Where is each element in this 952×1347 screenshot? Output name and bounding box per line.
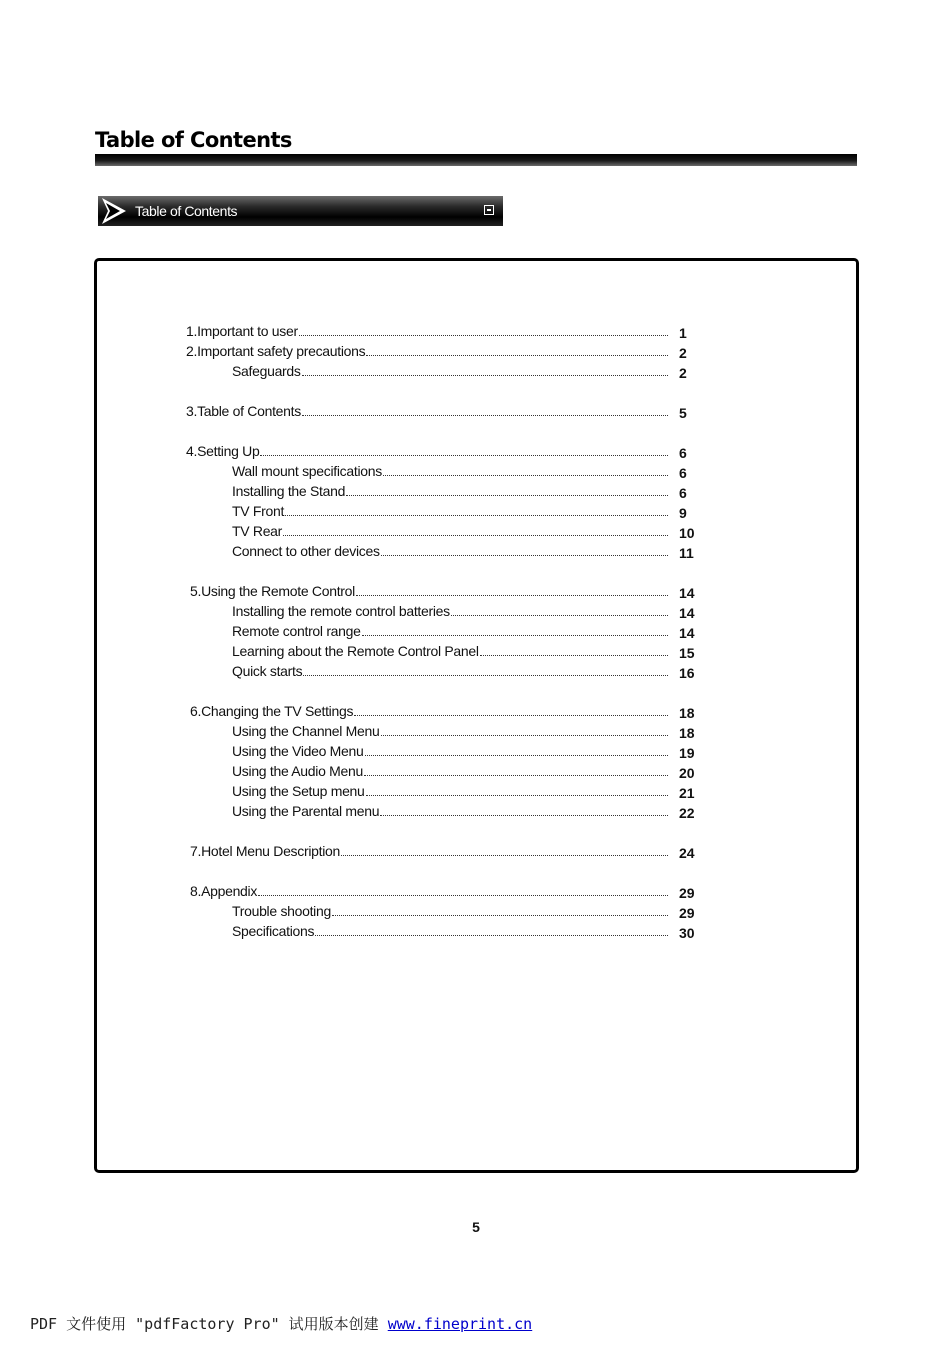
footer-text: PDF 文件使用 "pdfFactory Pro" 试用版本创建 xyxy=(30,1315,388,1333)
toc-page: 19 xyxy=(679,745,695,761)
toc-page: 10 xyxy=(679,525,695,541)
toc-label: 3.Table of Contents xyxy=(186,403,301,419)
toc-label: Wall mount specifications xyxy=(232,463,382,479)
toc-label: Safeguards xyxy=(232,363,301,379)
toc-entry[interactable] xyxy=(232,719,670,739)
toc-page: 2 xyxy=(679,345,687,361)
page-title: Table of Contents xyxy=(95,128,292,152)
toc-entry[interactable] xyxy=(232,659,670,679)
toc-leader xyxy=(341,854,668,856)
toc-page: 14 xyxy=(679,605,695,621)
toc-label: Using the Parental menu xyxy=(232,803,380,819)
toc-leader xyxy=(380,814,668,816)
footer xyxy=(30,1313,532,1334)
toc-entry[interactable] xyxy=(232,519,670,539)
toc-page: 5 xyxy=(679,405,687,421)
toc-leader xyxy=(302,414,668,416)
toc-page: 18 xyxy=(679,705,695,721)
toc-label: Using the Video Menu xyxy=(232,743,364,759)
toc-page: 15 xyxy=(679,645,695,661)
toc-entry[interactable] xyxy=(232,619,670,639)
toc-entry[interactable] xyxy=(232,639,670,659)
toc-page: 22 xyxy=(679,805,695,821)
toc-page: 6 xyxy=(679,465,687,481)
toc-label: 2.Important safety precautions xyxy=(186,343,366,359)
toc-leader xyxy=(315,934,668,936)
toc-page: 14 xyxy=(679,585,695,601)
toc-entry[interactable] xyxy=(232,799,670,819)
toc-label: 4.Setting Up xyxy=(186,443,260,459)
toc-entry[interactable] xyxy=(232,599,670,619)
toc-entry[interactable] xyxy=(232,539,670,559)
toc-leader xyxy=(381,554,668,556)
toc-page: 20 xyxy=(679,765,695,781)
toc-page: 1 xyxy=(679,325,687,341)
toc-leader xyxy=(364,774,668,776)
toc-label: Remote control range xyxy=(232,623,361,639)
toc-entry[interactable] xyxy=(232,739,670,759)
toc-entry[interactable] xyxy=(190,579,670,599)
toc-page: 2 xyxy=(679,365,687,381)
toc-page: 29 xyxy=(679,905,695,921)
toc-leader xyxy=(383,474,668,476)
toc-entry[interactable] xyxy=(232,919,670,939)
toc-entry[interactable] xyxy=(186,319,670,339)
toc-label: 1.Important to user xyxy=(186,323,298,339)
toc-label: Using the Audio Menu xyxy=(232,763,363,779)
toc-entry[interactable] xyxy=(190,839,670,859)
banner-label: Table of Contents xyxy=(135,203,238,219)
toc-label: Trouble shooting xyxy=(232,903,331,919)
toc-entry[interactable] xyxy=(232,899,670,919)
toc-entry[interactable] xyxy=(190,879,670,899)
toc-label: Connect to other devices xyxy=(232,543,380,559)
toc-leader xyxy=(303,674,668,676)
toc-entry[interactable] xyxy=(232,479,670,499)
toc-page: 30 xyxy=(679,925,695,941)
toc-page: 11 xyxy=(679,545,694,561)
toc-entry[interactable] xyxy=(232,359,670,379)
toc-leader xyxy=(285,514,668,516)
toc-label: Installing the remote control batteries xyxy=(232,603,450,619)
toc-label: 5.Using the Remote Control xyxy=(190,583,355,599)
toc-leader xyxy=(299,334,668,336)
toc-label: Learning about the Remote Control Panel xyxy=(232,643,479,659)
toc-leader xyxy=(480,654,668,656)
toc-page: 18 xyxy=(679,725,695,741)
toc-entry[interactable] xyxy=(186,339,670,359)
page-number: 5 xyxy=(472,1219,480,1235)
toc-page: 16 xyxy=(679,665,695,681)
toc-entry[interactable] xyxy=(186,399,670,419)
toc-page: 9 xyxy=(679,505,687,521)
toc-label: TV Front xyxy=(232,503,285,519)
toc-leader xyxy=(366,794,668,796)
toc-leader xyxy=(283,534,668,536)
footer-link[interactable]: www.fineprint.cn xyxy=(387,1315,533,1333)
toc-label: 7.Hotel Menu Description xyxy=(190,843,340,859)
toc-label: Using the Setup menu xyxy=(232,783,365,799)
toc-leader xyxy=(346,494,668,496)
toc-entry[interactable] xyxy=(232,759,670,779)
toc-entry[interactable] xyxy=(232,499,670,519)
toc-page: 21 xyxy=(679,785,695,801)
toc-entry[interactable] xyxy=(232,779,670,799)
toc-label: TV Rear xyxy=(232,523,283,539)
toc-leader xyxy=(365,754,669,756)
toc-leader xyxy=(356,594,668,596)
toc-label: Quick starts xyxy=(232,663,303,679)
toc-page: 6 xyxy=(679,445,687,461)
toc-label: Using the Channel Menu xyxy=(232,723,380,739)
toc-leader xyxy=(451,614,668,616)
toc-leader xyxy=(302,374,668,376)
toc-page: 29 xyxy=(679,885,695,901)
toc-entry[interactable] xyxy=(232,459,670,479)
toc-leader xyxy=(362,634,668,636)
toc-leader xyxy=(260,454,668,456)
toc-leader xyxy=(258,894,668,896)
toc-label: Installing the Stand xyxy=(232,483,346,499)
toc-leader xyxy=(381,734,669,736)
toc-label: 6.Changing the TV Settings xyxy=(190,703,354,719)
toc-entry[interactable] xyxy=(186,439,670,459)
toc-page: 14 xyxy=(679,625,695,641)
toc-leader xyxy=(332,914,668,916)
toc-page: 6 xyxy=(679,485,687,501)
toc-page: 24 xyxy=(679,845,695,861)
toc-entry[interactable] xyxy=(190,699,670,719)
toc-leader xyxy=(354,714,668,716)
toc-label: Specifications xyxy=(232,923,315,939)
toc-leader xyxy=(366,354,668,356)
toc-label: 8.Appendix xyxy=(190,883,258,899)
